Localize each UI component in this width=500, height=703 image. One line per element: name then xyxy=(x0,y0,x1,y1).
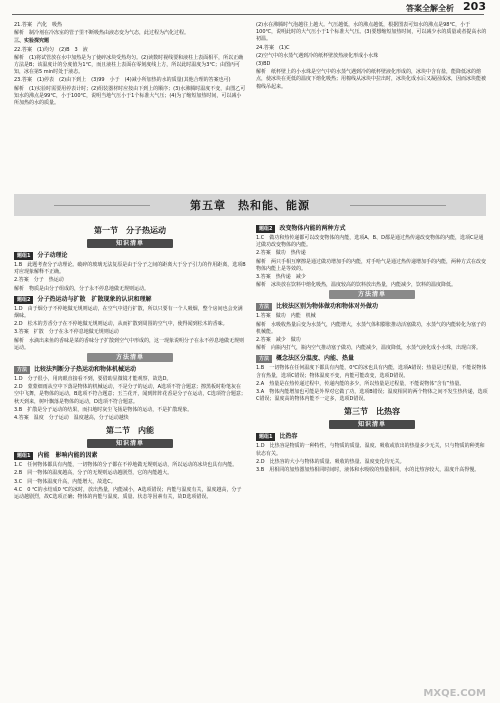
answer-line: 1.D 比热容是物质的一种特性，与物质的质量、温度、吸收或放出的热量多少无关，只与物质的种类和状态有关。 xyxy=(256,443,485,457)
answer-line: 2.D 松木的芳香分子在不停地做无规则运动，从而扩散到周围的空气中，使得闻到松木的香味。 xyxy=(14,321,228,328)
answer-line: 2.D 蒙蒙细雨从空中下落是物体的机械运动，不是分子的运动，A选项不符合题意；擦黑板时粉笔灰在空中飞舞，是物体的运动，B选项不符合题意；玉兰花开，闻到阵阵花香是分子在运动，C选项符合题意；秋天到来，树叶飘落是物体的运动，D选项不符合题意。 xyxy=(14,384,246,405)
topic-heading xyxy=(14,296,246,304)
method-heading xyxy=(256,355,488,363)
answer-line: 2.A 热量是在热传递过程中，传递内能的多少，所以热量是过程量，不能说物体“含有”热量。 xyxy=(256,380,465,387)
topic-heading xyxy=(14,252,246,260)
header-rule xyxy=(12,14,484,15)
answer-line: 1.C 任何物体都具有内能，一切物体的分子都在不停地做无规则运动，所以运动的冰块也具有内能。 xyxy=(14,462,238,469)
right-top-column xyxy=(256,22,488,92)
method-heading xyxy=(14,366,246,374)
method-list-ribbon: 方法清单 xyxy=(87,353,173,362)
answer-line: 3.答案 热传递 减少 xyxy=(256,274,306,281)
topic-tag: 题组1 xyxy=(14,252,33,260)
answer-line: 2.答案 减少 做功 xyxy=(256,337,301,344)
chapter-banner xyxy=(14,194,486,216)
answer-line: 解析 制冷剂在冷冻室的管子里不断吸热由液态变为气态，此过程为汽化过程。 xyxy=(14,30,190,37)
page-header xyxy=(0,0,500,19)
watermark: MXQE.COM xyxy=(423,688,486,699)
knowledge-list-ribbon: 知识清单 xyxy=(87,239,173,248)
left-bottom-column xyxy=(14,222,246,502)
section-title: 第二节 内能 xyxy=(106,426,154,436)
answer-line: 1.D 分子很小，用肉眼直接看不到，要借助显微镜才能观察，故选D。 xyxy=(14,376,172,383)
answer-line: (2)空气中的水蒸气遇到冷的纸杯壁放热液化形成小水珠 xyxy=(256,52,379,59)
right-bottom-column xyxy=(256,222,488,475)
answer-line: (2)水在沸腾时气泡越往上越大。气压越低，水的沸点越低，根据图表可知水的沸点是98℃，小于100℃，说明此时的大气压小于1个标准大气压。(3)要想缩短加热时间，可以减少水的质量或者提高水的初温。 xyxy=(256,22,487,43)
section-title: 第一节 分子热运动 xyxy=(94,226,166,235)
answer-line: 3.答案 扩散 分子在永不停息地做无规则运动 xyxy=(14,329,119,336)
answer-line: 3.B 扩散是分子运动的结果，而扫地时灰尘飞扬是物体的运动，不是扩散现象。 xyxy=(14,406,193,413)
page-number: 203 xyxy=(463,0,486,13)
topic-heading xyxy=(14,452,246,460)
topic-title: 比热容 xyxy=(279,433,298,441)
answer-line: 解析 纸杯壁上的小水珠是空气中的水蒸气遇到冷的纸杯壁液化形成的，冰块中含有盐，能降低冰的熔点，使冰块在更低的温度下熔化吸热；用棉线从冰块中拉出时，冰块化成水后又凝固成冰，因而冰块能被棉线吊起来。 xyxy=(256,69,487,90)
topic-title: 改变物体内能的两种方式 xyxy=(279,225,346,232)
answer-line: 解析 (1)实验时需要用停表计时；(2)组装器材时应按由下到上的顺序；(3)水沸腾时温度不变，由图乙可知水的沸点是99℃，小于100℃，说明当地气压小于1个标准大气压；(4)为了缩短加热时间，可以减小所加热的水的质量。 xyxy=(14,85,246,107)
method-heading xyxy=(256,303,488,311)
answer-line: 2.B 同一物体的温度越高，分子的无规则运动越剧烈，它的内能越大。 xyxy=(14,470,173,477)
topic-tag: 题组2 xyxy=(14,296,33,304)
answer-line: 23.答案 (1)停表 (2)由下到上 (3)99 小于 (4)减小所加热的水的质量(其他合理的答案也可) xyxy=(14,77,231,84)
answer-line: 4.答案 温度 分子运动 温度越高，分子运动越快 xyxy=(14,415,129,422)
answer-line: 24.答案 (1)C xyxy=(256,44,290,51)
answer-line: 解析 水滴出来鱼的香味是菜的香味分子扩散到空气中形成的，这一现象说明分子在永不停息地做无规则运动。 xyxy=(14,337,245,351)
method-title: 概念法区分温度、内能、热量 xyxy=(276,355,355,363)
topic-tag: 题组2 xyxy=(256,225,275,233)
answer-line: 2.答案 分子 热运动 xyxy=(14,277,64,284)
answer-line: 1.C 做功和热传递都可以改变物体的内能，选项A、B、D都是通过热传递改变物体的内能，选项C是通过做功改变物体的内能。 xyxy=(256,235,484,249)
section-title: 第三节 比热容 xyxy=(344,407,400,417)
chapter-title: 第五章 热和能、能源 xyxy=(190,199,310,212)
answer-line: 2.D 比热容的大小与物体的质量、吸收的热量、温度变化均无关。 xyxy=(256,458,405,465)
method-tag: 方法 xyxy=(14,366,30,374)
topic-title: 分子动理论 xyxy=(37,252,68,259)
topic-tag: 题组1 xyxy=(14,452,33,460)
method-tag: 方法 xyxy=(256,355,272,363)
knowledge-list-ribbon: 知识清单 xyxy=(87,439,173,448)
answer-line: 3.B 用相同的加热器加热相同时间时，液体和水吸收的热量相同，水的比热容较大，温度升高得慢。 xyxy=(256,467,480,474)
method-tag: 方法 xyxy=(256,303,272,311)
method-title: 比较法判断分子热运动和物体机械运动 xyxy=(34,366,137,374)
answer-line: (3)BD xyxy=(256,61,271,68)
knowledge-list-ribbon: 知识清单 xyxy=(329,420,415,429)
answer-line: 21.答案 汽化 吸热 xyxy=(14,22,62,28)
method-list-ribbon: 方法清单 xyxy=(329,290,415,299)
section-heading: 三、实验探究题 xyxy=(14,38,50,45)
left-top-column xyxy=(14,22,246,108)
answer-line: 3.C 同一物体温度升高，内能增大，故选C。 xyxy=(14,478,116,485)
answer-line: 解析 水吸收热量后变为水蒸气，内能增大，水蒸气体积膨胀推动活塞做功，水蒸气的内能转化为塞子的机械能。 xyxy=(256,321,487,335)
topic-heading xyxy=(256,433,488,441)
answer-line: 1.答案 做功 内能 机械 xyxy=(256,313,316,320)
answer-line: 1.B 一切物体在任何温度下都具有内能，0℃的冰也具有内能，选项A错误；热量是过程量，不能说物体含有热量，选项C错误；物体温度不变，内能可能改变，选项D错误。 xyxy=(256,365,487,379)
topic-title: 分子热运动与扩散 扩散现象的认识和理解 xyxy=(37,295,152,303)
answer-line: 3.A 物体内能增加也可能是外界对它做了功，选项B错误；温度相同的两个物体之间不发生热传递，选项C错误；温度高的物体内能不一定多，选项D错误。 xyxy=(256,389,488,403)
topic-heading xyxy=(256,225,488,233)
answer-line: 解析 物质是由分子组成的，分子永不停息地做无规则运动。 xyxy=(14,285,150,292)
header-label: 答案全解全析 xyxy=(406,4,454,13)
method-title: 比较法区别为物体做功和物体对外做功 xyxy=(276,303,379,311)
topic-title: 内能 影响内能的因素 xyxy=(37,452,98,460)
answer-line: 4.C 0 ℃的水结成0 ℃的冰时，放出热量，内能减小，A选项错误；内能与温度有关，温度越高，分子运动越剧烈，故C选项正确；物体的内能与温度、质量、状态等因素有关，故D选项错误。 xyxy=(14,486,242,501)
answer-line: 1.B 此题考查分子动理论。破碎的玻璃无法复原是由于分子之间的距离大于分子引力的作用距离，选项B对应现象解释不正确。 xyxy=(14,262,246,276)
answer-line: 22.答案 (1)均匀 (2)B 3 液 xyxy=(14,46,88,53)
answer-line: 解析 冰块放在饮料中熔化吸热，温度较高的饮料放出热量，内能减少，饮料的温度降低。 xyxy=(256,282,457,289)
answer-line: 解析 两只手相互摩擦是通过做功增加手的内能，对手哈气是通过热传递增加手的内能，两种方式在改变物体内能上是等效的。 xyxy=(256,258,487,272)
answer-line: 1.D 由于烟分子不停地做无规则运动，在空气中进行扩散，所以只要有一个人吸烟，整个房间也会充满烟味。 xyxy=(14,305,243,320)
answer-line: 2.答案 做功 热传递 xyxy=(256,250,306,257)
answer-line: 解析 向瓶内打气，瓶内空气推动塞子做功，内能减少，温度降低，水蒸气液化成小水珠，出现白雾。 xyxy=(256,345,482,352)
answer-line: 解析 (1)将试管放在水中加热是为了使碎冰块受热均匀。(2)读数时视线要和液柱上表面相平，所以正确方法是B；该温度计的分度值为1℃，而且液柱上表面在零刻度线上方，所以此时温度为3℃；由图丙可知，冰在第5 min时处于液态。 xyxy=(14,54,244,76)
topic-tag: 题组1 xyxy=(256,433,275,441)
